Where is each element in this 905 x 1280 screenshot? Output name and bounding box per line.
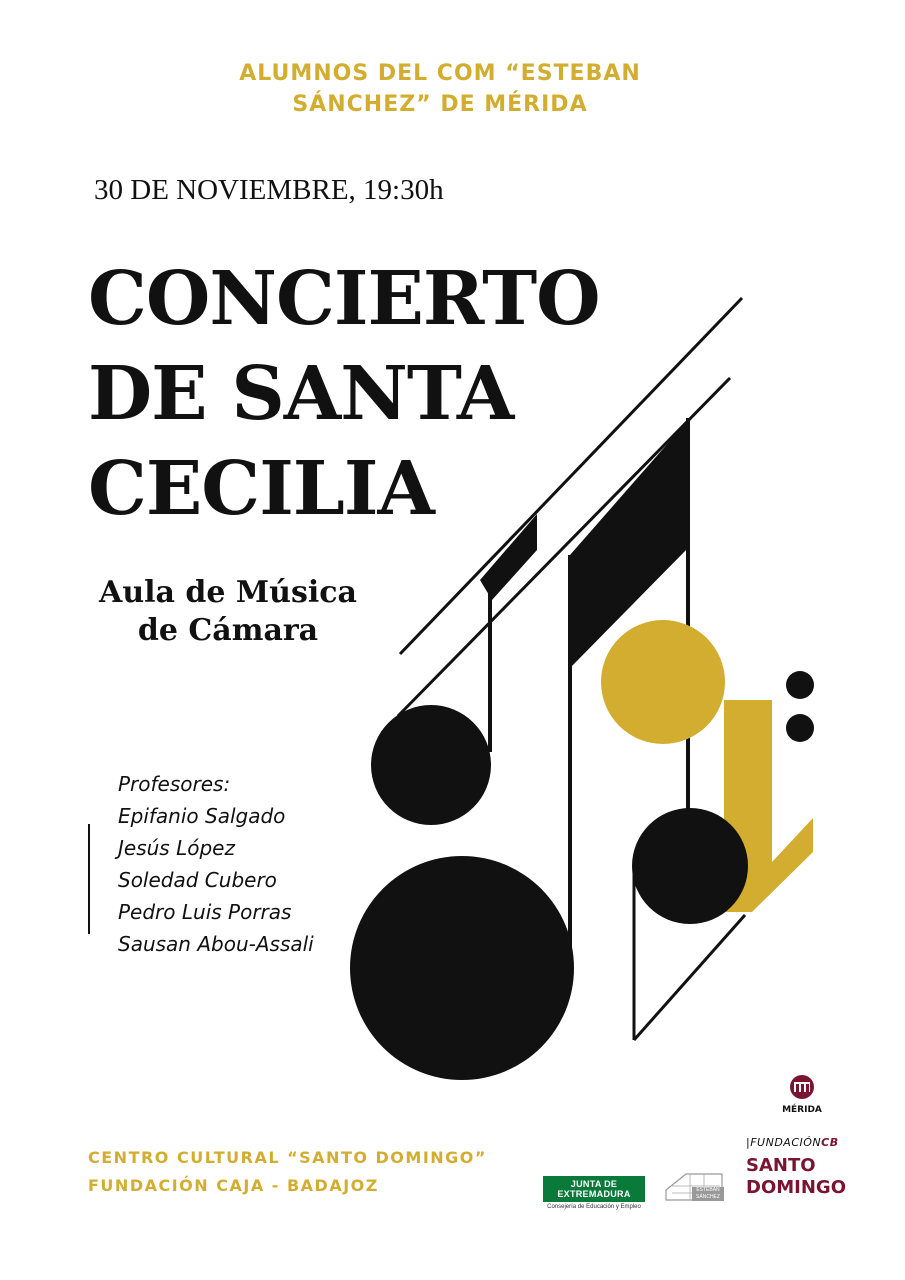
- organizer-line-1: ALUMNOS DEL COM “ESTEBAN: [239, 61, 641, 86]
- venue-info: [88, 1144, 487, 1200]
- merida-label: MÉRIDA: [782, 1105, 822, 1115]
- santo-domingo-wordmark: [746, 1155, 846, 1199]
- professors-heading: Profesores:: [118, 772, 231, 796]
- note-head-medium: [371, 705, 491, 825]
- bass-clef-dot-upper: [786, 671, 814, 699]
- organizer-line-2: SÁNCHEZ” DE MÉRIDA: [292, 92, 588, 117]
- subtitle-line-2: de Cámara: [137, 613, 319, 648]
- note-head-large: [350, 856, 574, 1080]
- professor-name: Sausan Abou-Assali: [118, 932, 314, 956]
- bass-clef-head: [601, 620, 725, 744]
- fundacion-label: FUNDACIÓN: [750, 1136, 822, 1149]
- professor-name: Jesús López: [118, 836, 235, 860]
- title-line-1: CONCIERTO: [88, 256, 600, 342]
- venue-line-2: FUNDACIÓN CAJA - BADAJOZ: [88, 1176, 379, 1195]
- merida-emblem-icon: [787, 1074, 817, 1100]
- subtitle-line-1: Aula de Música: [99, 575, 357, 610]
- conservatorio-label: ESTEBAN SÁNCHEZ: [692, 1187, 724, 1201]
- junta-extremadura-logo: [543, 1176, 645, 1210]
- title-line-3: CECILIA: [88, 446, 434, 532]
- professor-name: Pedro Luis Porras: [118, 900, 292, 924]
- bass-clef-dot-lower: [786, 714, 814, 742]
- title-line-2: DE SANTA: [88, 351, 514, 437]
- fundacion-santo-domingo-logo: [746, 1136, 846, 1199]
- note-head-small: [632, 808, 748, 924]
- merida-logo: [782, 1074, 822, 1115]
- domingo-label: DOMINGO: [746, 1177, 846, 1198]
- venue-line-1: CENTRO CULTURAL “SANTO DOMINGO”: [88, 1148, 487, 1167]
- fundacion-line: |FUNDACIÓNCB: [746, 1136, 839, 1149]
- fundacion-mark: CB: [821, 1136, 839, 1149]
- event-date: 30 DE NOVIEMBRE, 19:30h: [94, 174, 444, 206]
- santo-label: SANTO: [746, 1155, 816, 1176]
- professor-name: Soledad Cubero: [118, 868, 277, 892]
- professors-list: [118, 768, 314, 960]
- professor-name: Epifanio Salgado: [118, 804, 286, 828]
- professors-divider: [88, 824, 90, 934]
- diagonal-line-bottom: [634, 915, 745, 1040]
- junta-name: JUNTA DE EXTREMADURA: [543, 1176, 645, 1202]
- junta-department: Consejería de Educación y Empleo: [547, 1204, 641, 1210]
